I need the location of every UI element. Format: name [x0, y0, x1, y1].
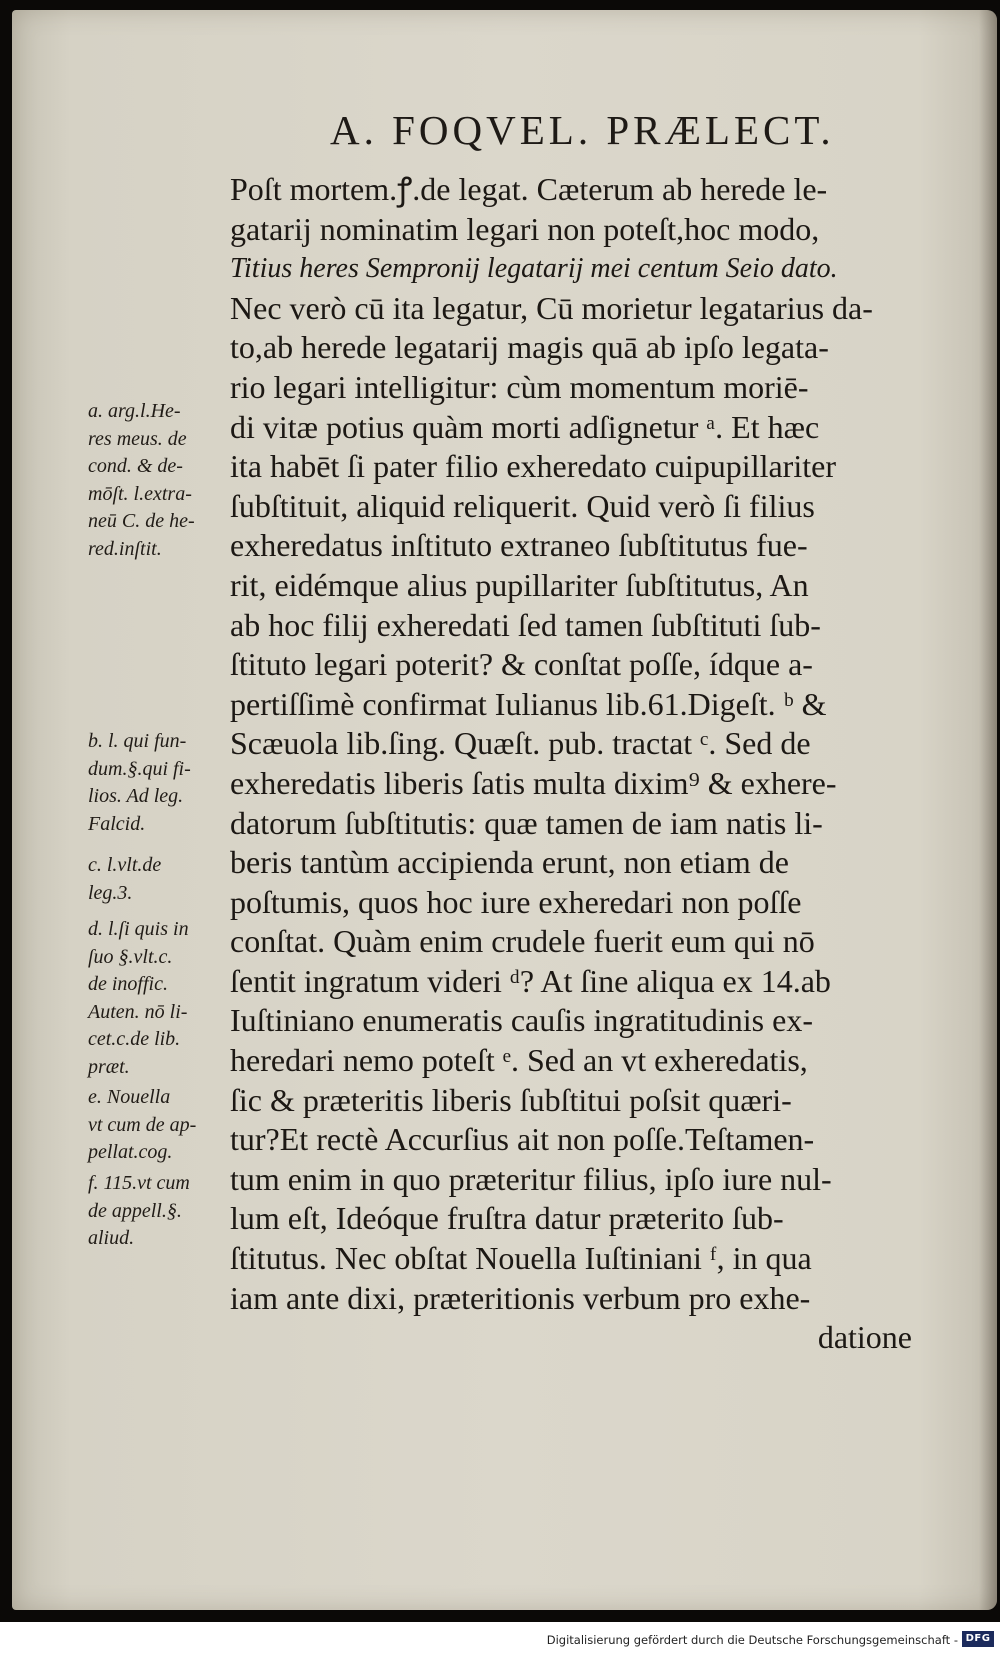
text-line: lum eſt, Ideóque fruſtra datur præterito ſub- [230, 1200, 784, 1237]
margin-note-f [88, 1170, 238, 1253]
note-line: c. l.vlt.de [88, 854, 162, 876]
text-line: poſtumis, quos hoc iure exheredari non poſſe [230, 883, 802, 920]
margin-note-d [88, 916, 238, 1081]
page-edge-shadow [979, 10, 997, 1610]
text-line: rit, eidémque alius pupillariter ſubſtitutus, An [230, 566, 809, 603]
note-line: d. l.ſi quis in [88, 918, 189, 940]
note-line: res meus. de [88, 427, 187, 450]
text-line: ſtitutus. Nec obſtat Nouella Iuſtiniani ᶠ, in qua [230, 1240, 812, 1277]
footer-bar [0, 1622, 1000, 1658]
note-line: pellat.cog. [88, 1141, 173, 1163]
margin-note-b [88, 728, 238, 838]
text-line: ſtituto legari poterit? & conſtat poſſe, ídque a- [230, 646, 813, 683]
text-line: ſentit ingratum videri ᵈ? At ſine aliqua ex 14.ab [230, 962, 831, 999]
funding-credit: Digitalisierung gefördert durch die Deutsche Forschungsgemeinschaft - [546, 1633, 958, 1647]
text-line: to,ab herede legatarij magis quā ab ipſo legata- [230, 329, 829, 366]
note-line: leg.3. [88, 881, 133, 904]
main-text-block [230, 170, 930, 1358]
margin-note-a [88, 398, 238, 563]
text-line: conſtat. Quàm enim crudele fuerit eum qui nō [230, 923, 815, 960]
note-line: lios. Ad leg. [88, 785, 184, 807]
note-line: ſuo §.vlt.c. [88, 945, 173, 968]
text-line: ſubſtituit, aliquid reliquerit. Quid verò ſi filius [230, 487, 815, 524]
text-line: pertiſſimè confirmat Iulianus lib.61.Digeſt. ᵇ & [230, 685, 827, 722]
note-line: red.inſtit. [88, 537, 162, 560]
margin-note-e [88, 1084, 238, 1167]
catchword: datione [817, 1319, 912, 1356]
margin-note-c [88, 852, 238, 907]
text-line: datorum ſubſtitutis: quæ tamen de iam natis li- [230, 804, 823, 841]
note-line: b. l. qui fun- [88, 730, 187, 752]
note-line: e. Nouella [88, 1086, 171, 1108]
note-line: neū C. de he- [88, 510, 195, 532]
text-line: Titius heres Sempronij legatarij mei centum Seio dato. [230, 253, 838, 285]
note-line: cet.c.de lib. [88, 1028, 181, 1050]
text-line: heredari nemo poteſt ᵉ. Sed an vt exheredatis, [230, 1042, 808, 1079]
text-line: di vitæ potius quàm morti adſignetur ᵃ. Et hæc [230, 408, 820, 445]
text-line: beris tantùm accipienda erunt, non etiam de [230, 844, 789, 881]
text-line: exheredatus inſtituto extraneo ſubſtitutus fue- [230, 527, 808, 564]
note-line: de inoffic. [88, 973, 168, 995]
text-line: exheredatis liberis ſatis multa dixim⁹ & exhere- [230, 764, 837, 801]
text-line: ab hoc filij exheredati ſed tamen ſubſtituti ſub- [230, 606, 821, 643]
running-title: A. FOQVEL. PRÆLECT. [330, 107, 835, 153]
note-line: a. arg.l.He- [88, 400, 181, 422]
note-line: Falcid. [88, 812, 146, 835]
text-line: Scæuola lib.ſing. Quæſt. pub. tractat ᶜ. Sed de [230, 725, 811, 762]
note-line: dum.§.qui fi- [88, 757, 191, 780]
text-line: rio legari intelligitur: cùm momentum moriē- [230, 368, 809, 405]
text-line: tum enim in quo præteritur filius, ipſo iure nul- [230, 1160, 832, 1197]
note-line: aliud. [88, 1227, 135, 1249]
text-line: iam ante dixi, præteritionis verbum pro exhe- [230, 1279, 811, 1316]
text-line: gatarij nominatim legari non poteſt,hoc modo, [230, 210, 820, 247]
text-line: tur?Et rectè Accurſius ait non poſſe.Teſtamen- [230, 1121, 815, 1158]
text-line: ita habēt ſi pater filio exheredato cuipupillariter [230, 448, 836, 485]
dfg-logo: DFG [962, 1631, 994, 1647]
note-line: cond. & de- [88, 455, 183, 477]
note-line: f. 115.vt cum [88, 1172, 190, 1194]
text-line: ſic & præteritis liberis ſubſtitui poſsit quæri- [230, 1081, 792, 1118]
note-line: mōſt. l.extra- [88, 482, 192, 505]
note-line: Auten. nō li- [88, 1000, 188, 1023]
note-line: vt cum de ap- [88, 1113, 197, 1136]
text-line: Nec verò cū ita legatur, Cū morietur legatarius da- [230, 289, 873, 326]
text-line: Iuſtiniano enumeratis cauſis ingratitudinis ex- [230, 1002, 813, 1039]
text-line: Poſt mortem.ꝭ.de legat. Cæterum ab herede le- [230, 171, 828, 207]
note-line: præt. [88, 1055, 130, 1078]
note-line: de appell.§. [88, 1199, 182, 1222]
